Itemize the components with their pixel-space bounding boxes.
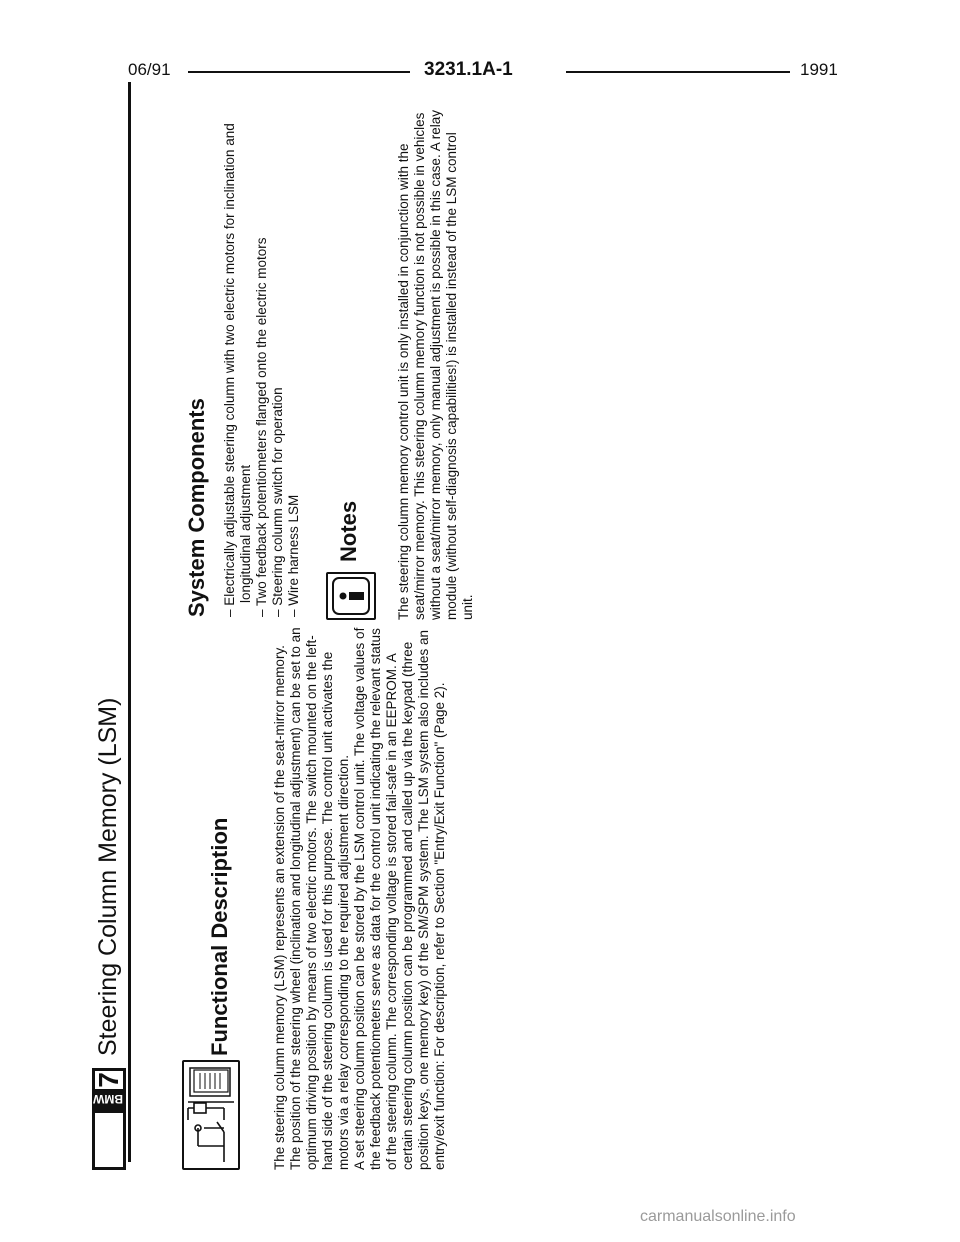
page-title: Steering Column Memory (LSM) xyxy=(94,697,122,1056)
components-item: – Electrically adjustable steering column with two electric motors for inclination and longitudinal adjustment xyxy=(222,117,254,617)
components-item: – Wire harness LSM xyxy=(286,117,302,617)
circuit-icon-frame xyxy=(182,1060,240,1170)
header-doc-number: 3231.1A-1 xyxy=(424,59,513,80)
badge-bmw-box xyxy=(92,1068,126,1112)
watermark: carmanualsonline.info xyxy=(640,1208,796,1225)
circuit-diagram-icon xyxy=(184,1062,238,1168)
badge-empty-box xyxy=(92,1110,126,1170)
components-item: – Steering column switch for operation xyxy=(270,117,286,617)
notes-body: The steering column memory control unit is only installed in conjunction with the seat/mirror memory. This steering column memory function is not possible in vehicles without a seat/mirror memory, only manual adjustment is possible in this case. A relay module (without self-diagnosis capabilities!) is installed instead of the LSM control unit. xyxy=(396,110,475,620)
info-icon-frame xyxy=(326,572,376,620)
functional-heading: Functional Description xyxy=(207,817,232,1056)
functional-body xyxy=(272,625,448,1170)
info-icon xyxy=(328,574,374,618)
components-list xyxy=(222,117,302,617)
functional-paragraph-1: The steering column memory (LSM) represents an extension of the seat-mirror memory. The position of the steering wheel (inclination and longitudinal adjustment) can be set to an optimum driving position by means of two electric motors. The switch mounted on the left-hand side of the steering column is used for this purpose. The control unit activates the motors via a relay corresponding to the required adjustment direction. xyxy=(272,627,351,1170)
badge-brand: BMW xyxy=(95,1089,123,1109)
notes-heading: Notes xyxy=(336,500,361,562)
components-heading: System Components xyxy=(184,398,209,617)
functional-paragraph-2: A set steering column position can be stored by the LSM control unit. The voltage values of the feedback potentiometers serve as data for the control unit indicating the relevant status of the steering column. The corresponding voltage is stored fail-safe in an EEPROM. A certain steering column position can be programmed and called up via the keypad (three position keys, one memory key) of the SM/SPM system. The LSM system also includes an entry/exit function: For description, refer to Section "Entry/Exit Function" (Page 2). xyxy=(352,627,447,1170)
badge-series: 7 xyxy=(93,1072,124,1088)
header-date: 06/91 xyxy=(128,60,171,79)
components-item: – Two feedback potentiometers flanged onto the electric motors xyxy=(254,117,270,617)
header-year: 1991 xyxy=(800,60,838,79)
